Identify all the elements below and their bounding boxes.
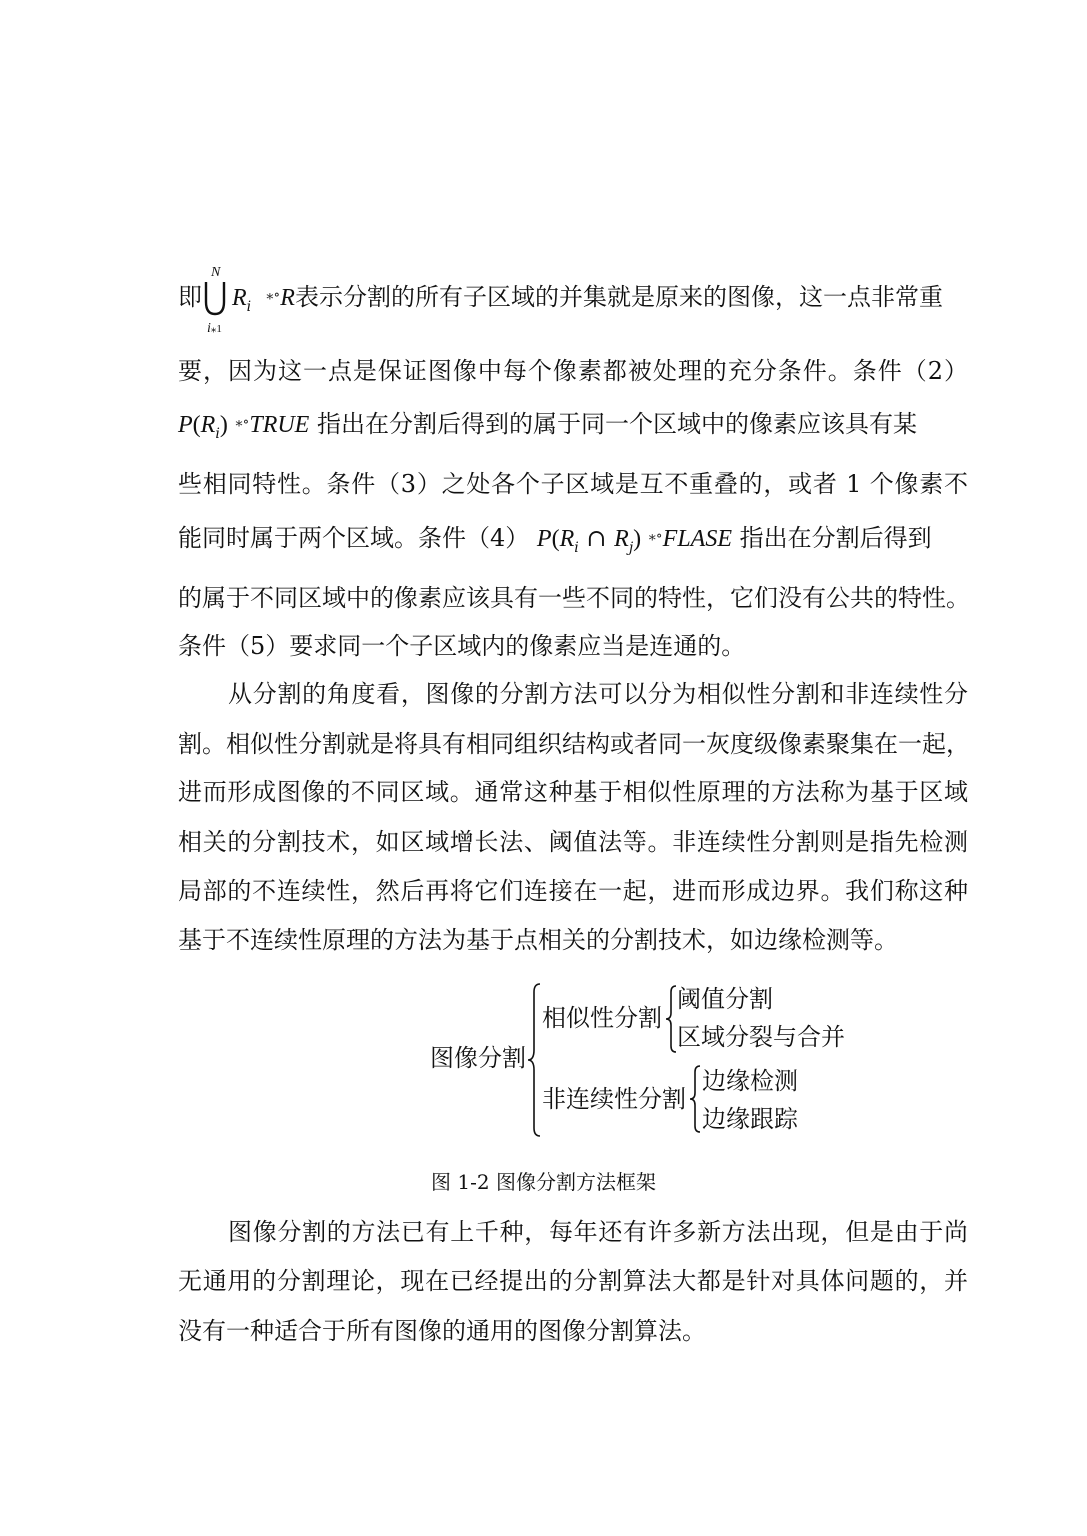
para1-line7: 条件（5）要求同一个子区域内的像素应当是连通的。 [178, 632, 746, 660]
para1-line2: 要，因为这一点是保证图像中每个像素都被处理的充分条件。条件（2） [178, 357, 968, 385]
math-P: P [178, 412, 193, 438]
para2-line4: 相关的分割技术，如区域增长法、阈值法等。非连续性分割则是指先检测 [178, 828, 968, 856]
union-upper-limit: N [211, 264, 221, 280]
para1-line3: $P(R_i)$ ⁎∘TRUE 指出在分割后得到的属于同一个区域中的像素应该具有某 [178, 410, 917, 442]
para2-line2: 割。相似性分割就是将具有相同组织结构或者同一灰度级像素聚集在一起， [178, 730, 970, 758]
tree-leaf-edge-detection: 边缘检测 [702, 1067, 798, 1095]
para3-line3: 没有一种适合于所有图像的通用的图像分割算法。 [178, 1317, 706, 1345]
tree-leaf-edge-tracking: 边缘跟踪 [702, 1105, 798, 1133]
tree-branch-similarity: 相似性分割 [542, 1004, 662, 1032]
union-symbol [202, 264, 232, 336]
para2-line6: 基于不连续性原理的方法为基于点相关的分割技术，如边缘检测等。 [178, 926, 898, 954]
math-P: P [536, 526, 552, 552]
text-lead: 即 [178, 283, 202, 311]
text-lead: 能同时属于两个区域。条件（4） [178, 524, 530, 552]
big-cup-icon [204, 282, 226, 316]
tree-root: 图像分割 [430, 1044, 526, 1072]
branch2-brace [688, 1064, 702, 1134]
para1-line1 [178, 264, 968, 336]
tree-leaf-threshold: 阈值分割 [677, 985, 773, 1013]
math-true: TRUE [249, 412, 310, 438]
intersection-symbol: ∩ [586, 524, 607, 552]
math-R: R [232, 285, 247, 311]
tree-branch-discontinuity: 非连续性分割 [542, 1085, 686, 1113]
para1-line4: 些相同特性。条件（3）之处各个子区域是互不重叠的，或者 1 个像素不 [178, 470, 968, 498]
para2-line5: 局部的不连续性，然后再将它们连接在一起，进而形成边界。我们称这种 [178, 877, 968, 905]
text-rest: 指出在分割后得到的属于同一个区域中的像素应该具有某 [316, 410, 917, 438]
math-sub-i: i [246, 299, 252, 315]
garbled-equals-glyph: ⁎∘ [235, 414, 250, 430]
math-R-total: R [280, 285, 295, 311]
para2-line1: 从分割的角度看，图像的分割方法可以分为相似性分割和非连续性分 [228, 680, 968, 708]
text-rest: 表示分割的所有子区域的并集就是原来的图像，这一点非常重 [294, 283, 943, 311]
para1-line5: 能同时属于两个区域。条件（4） $P(R_i$ ∩ $R_j$) ⁎∘FLASE 指出在分割后得到 [178, 524, 932, 556]
para1-line6: 的属于不同区域中的像素应该具有一些不同的特性，它们没有公共的特性。 [178, 584, 970, 612]
math-flase: FLASE [662, 526, 732, 552]
para3-line2: 无通用的分割理论，现在已经提出的分割算法大都是针对具体问题的，并 [178, 1267, 968, 1295]
union-lower-limit: i⁎1 [207, 320, 222, 336]
text-rest: 指出在分割后得到 [739, 524, 932, 552]
root-brace [526, 982, 542, 1138]
tree-leaf-split-merge: 区域分裂与合并 [677, 1023, 845, 1051]
figure-caption: 图 1-2 图像分割方法框架 [431, 1170, 656, 1194]
para2-line3: 进而形成图像的不同区域。通常这种基于相似性原理的方法称为基于区域 [178, 778, 968, 806]
branch1-brace [664, 984, 678, 1054]
garbled-equals-glyph: ⁎∘ [266, 287, 281, 303]
para3-line1: 图像分割的方法已有上千种，每年还有许多新方法出现，但是由于尚 [228, 1218, 968, 1246]
garbled-equals-glyph: ⁎∘ [648, 528, 663, 544]
